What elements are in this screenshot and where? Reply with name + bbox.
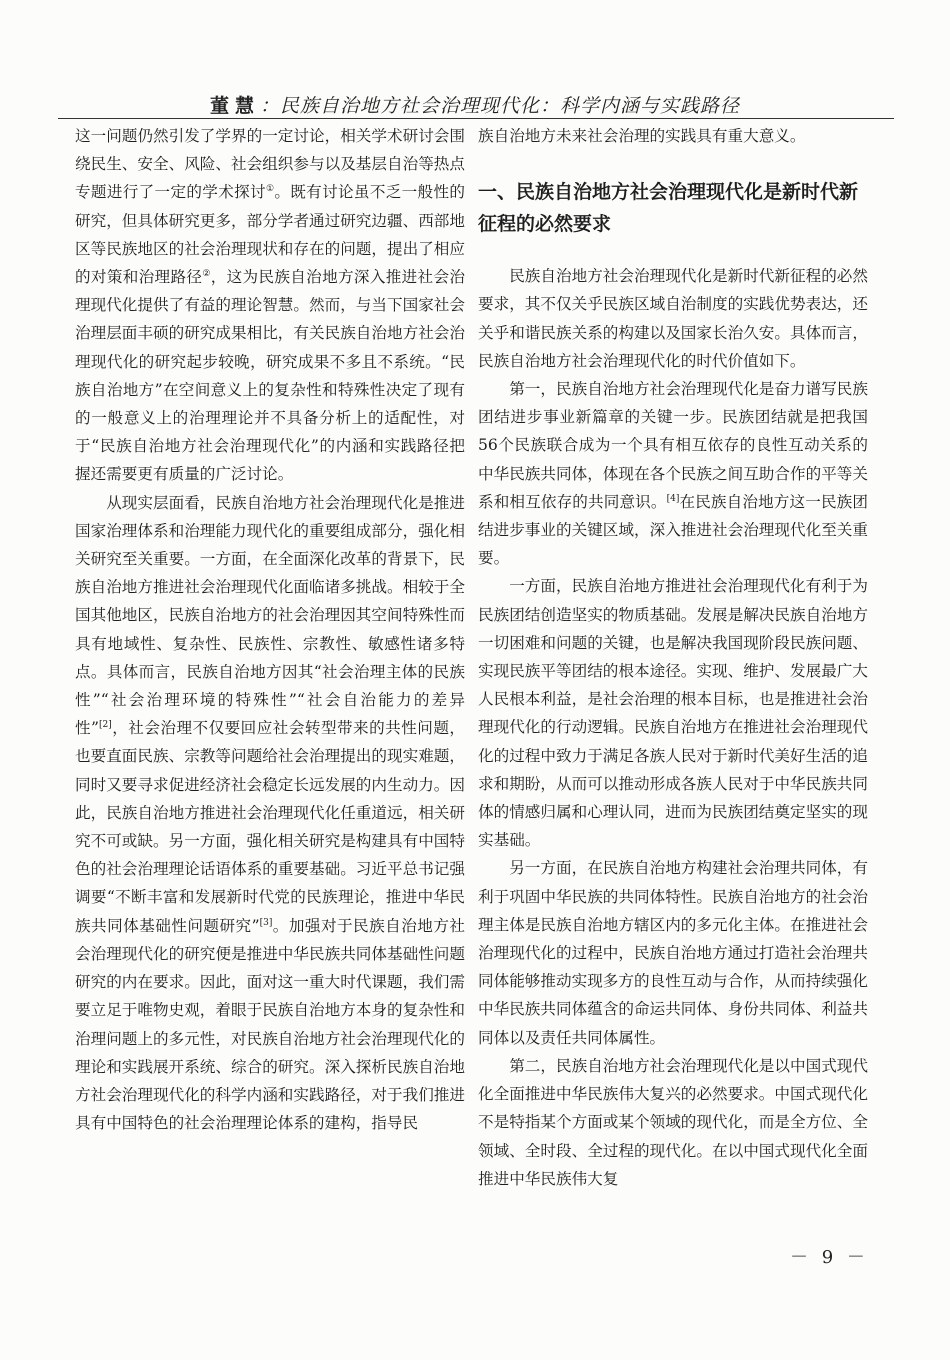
citation-marker: [2] [99, 720, 112, 731]
running-header [0, 91, 950, 118]
citation-marker: [4] [666, 493, 680, 504]
paragraph: 从现实层面看，民族自治地方社会治理现代化是推进国家治理体系和治理能力现代化的重要组成部分，强化相关研究至关重要。一方面，在全面深化改革的背景下，民族自治地方推进社会治理现代化面临诸多挑战。相较于全国其他地区，民族自治地方的社会治理因其空间特殊性而具有地域性、复杂性、民族性、宗教性、敏感性诸多特点。具体而言，民族自治地方因其“社会治理主体的民族性”“社会治理环境的特殊性”“社会自治能力的差异性”[2]，社会治理不仅要回应社会转型带来的共性问题，也要直面民族、宗教等问题给社会治理提出的现实难题，同时又要寻求促进经济社会稳定长远发展的内生动力。因此，民族自治地方推进社会治理现代化任重道远，相关研究不可或缺。另一方面，强化相关研究是构建具有中国特色的社会治理理论话语体系的重要基础。习近平总书记强调要“不断丰富和发展新时代党的民族理论，推进中华民族共同体基础性问题研究”[3]。加强对于民族自治地方社会治理现代化的研究便是推进中华民族共同体基础性问题研究的内在要求。因此，面对这一重大时代课题，我们需要立足于唯物史观，着眼于民族自治地方本身的复杂性和治理问题上的多元性，对民族自治地方社会治理现代化的理论和实践展开系统、综合的研究。深入探析民族自治地方社会治理现代化的科学内涵和实践路径，对于我们推进具有中国特色的社会治理理论体系的建构，指导民 [75, 493, 465, 1133]
paragraph: 另一方面，在民族自治地方构建社会治理共同体，有利于巩固中华民族的共同体特性。民族自治地方的社会治理主体是民族自治地方辖区内的多元化主体。在推进社会治理现代化的过程中，民族自治地方通过打造社会治理共同体能够推动实现多方的良性互动与合作，从而持续强化中华民族共同体蕴含的命运共同体、身份共同体、利益共同体以及责任共同体属性。 [478, 859, 868, 1047]
right-column [478, 122, 868, 1193]
paragraph: 第二，民族自治地方社会治理现代化是以中国式现代化全面推进中华民族伟大复兴的必然要求。中国式现代化不是特指某个方面或某个领域的现代化，而是全方位、全领域、全时段、全过程的现代化。在以中国式现代化全面推进中华民族伟大复 [478, 1056, 868, 1188]
paragraph: 第一，民族自治地方社会治理现代化是奋力谱写民族团结进步事业新篇章的关键一步。民族团结就是把我国56个民族联合成为一个具有相互依存的良性互动关系的中华民族共同体，体现在各个民族之间互助合作的平等关系和相互依存的共同意识。[4]在民族自治地方这一民族团结进步事业的关键区域，深入推进社会治理现代化至关重要。 [478, 380, 868, 568]
section-heading: 一、民族自治地方社会治理现代化是新时代新征程的必然要求 [478, 181, 859, 236]
citation-marker: [3] [259, 917, 273, 928]
paragraph: 这一问题仍然引发了学界的一定讨论，相关学术研讨会围绕民生、安全、风险、社会组织参与以及基层自治等热点专题进行了一定的学术探讨①。既有讨论虽不乏一般性的研究，但具体研究更多，部分学者通过研究边疆、西部地区等民族地区的社会治理现状和存在的问题，提出了相应的对策和治理路径②，这为民族自治地方深入推进社会治理现代化提供了有益的理论智慧。然而，与当下国家社会治理层面丰硕的研究成果相比，有关民族自治地方社会治理现代化的研究起步较晚，研究成果不多且不系统。“民族自治地方”在空间意义上的复杂性和特殊性决定了现有的一般意义上的治理理论并不具备分析上的适配性，对于“民族自治地方社会治理现代化”的内涵和实践路径把握还需要更有质量的广泛讨论。 [75, 127, 465, 484]
paragraph: 民族自治地方社会治理现代化是新时代新征程的必然要求，其不仅关乎民族区域自治制度的实践优势表达，还关乎和谐民族关系的构建以及国家长治久安。具体而言，民族自治地方社会治理现代化的时代价值如下。 [478, 267, 868, 370]
paragraph: 一方面，民族自治地方推进社会治理现代化有利于为民族团结创造坚实的物质基础。发展是解决民族自治地方一切困难和问题的关键，也是解决我国现阶段民族问题、实现民族平等团结的根本途径。实现、维护、发展最广大人民根本利益，是社会治理的根本目标，也是推进社会治理现代化的行动逻辑。民族自治地方在推进社会治理现代化的过程中致力于满足各族人民对于新时代美好生活的追求和期盼，从而可以推动形成各族人民对于中华民族共同体的情感归属和心理认同，进而为民族团结奠定坚实的现实基础。 [478, 577, 868, 850]
paragraph: 族自治地方未来社会治理的实践具有重大意义。 [478, 127, 806, 145]
header-rule [58, 118, 894, 119]
page-number: － 9 － [790, 1247, 869, 1268]
left-column [75, 122, 465, 1137]
footnote-marker: ② [202, 268, 211, 279]
footnote-marker: ① [265, 184, 275, 195]
header-author: 董慧 [209, 95, 260, 117]
header-title: ：民族自治地方社会治理现代化：科学内涵与实践路径 [260, 95, 741, 117]
